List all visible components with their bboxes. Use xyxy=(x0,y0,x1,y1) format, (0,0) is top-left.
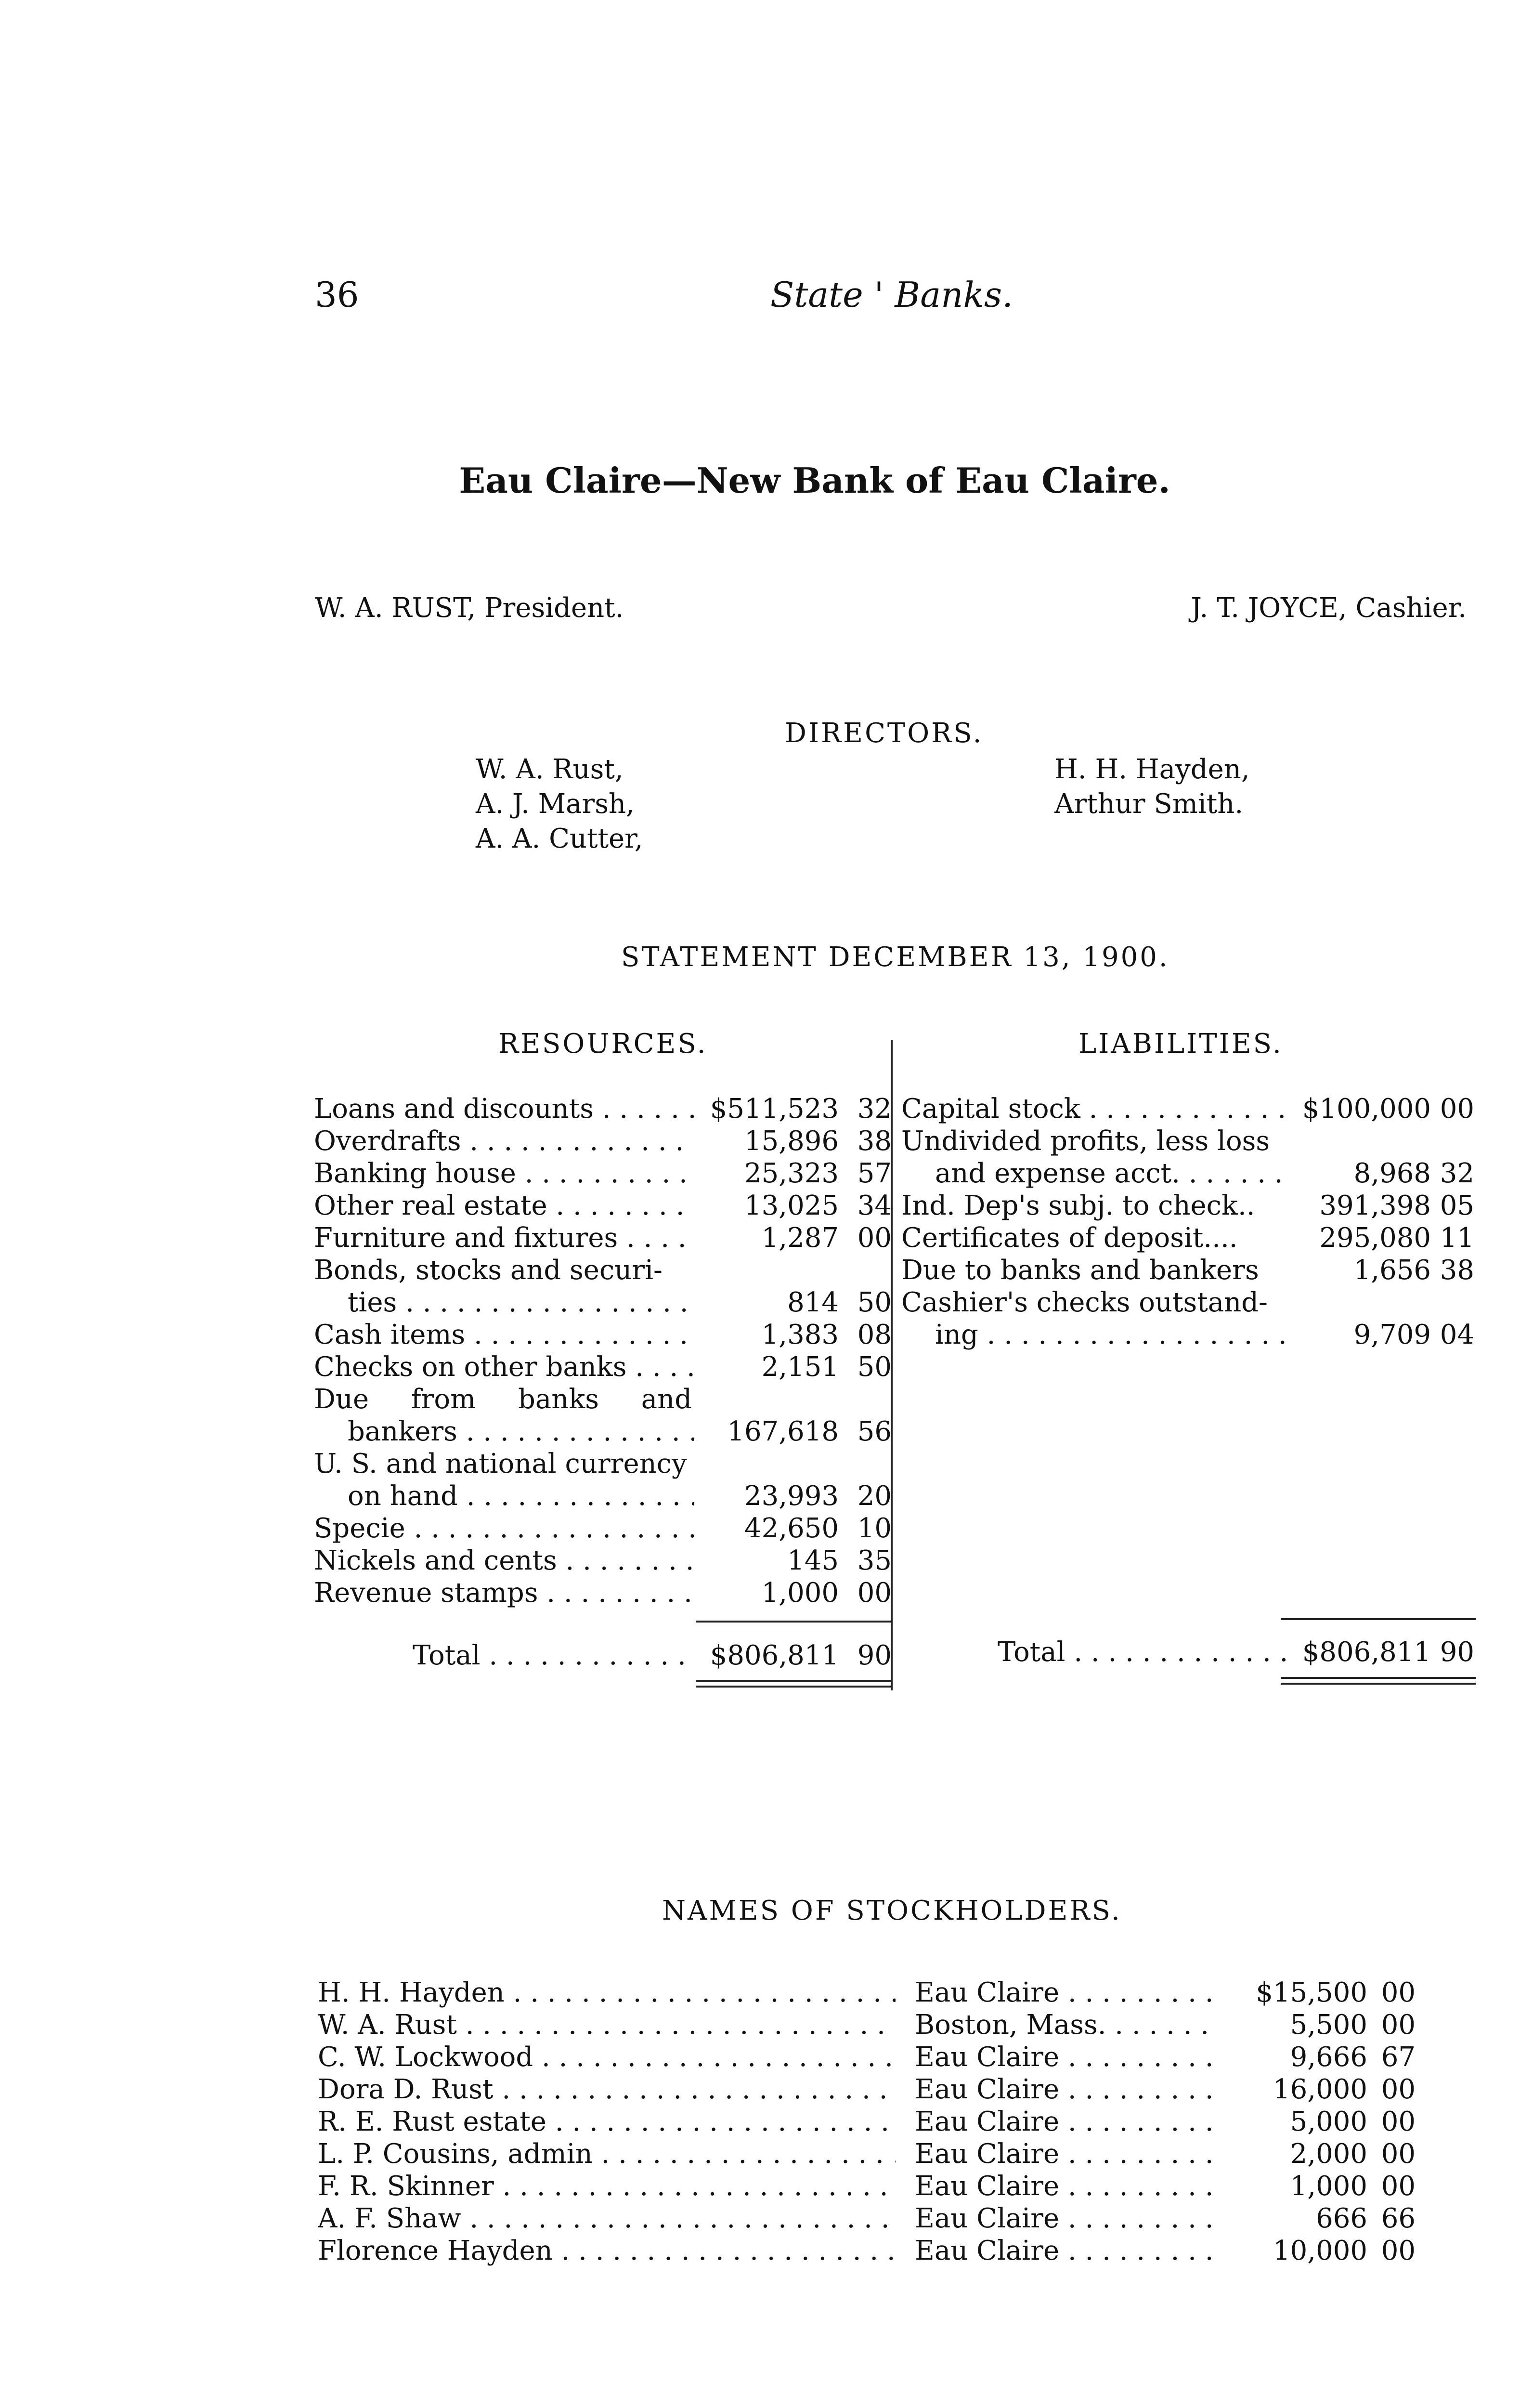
resource-dollars: 42,650 xyxy=(744,1513,839,1544)
resource-row xyxy=(314,1125,892,1157)
resource-dollars: 167,618 xyxy=(727,1416,839,1447)
liabilities-total-label: Total . . . xyxy=(998,1636,1286,1668)
resource-dollars: 1,383 xyxy=(761,1319,839,1350)
resource-row xyxy=(314,1384,892,1415)
liability-dollars: $100,000 xyxy=(1302,1093,1431,1125)
cashier: J. T. JOYCE, Cashier. xyxy=(1191,592,1467,624)
resource-label: Cash items . . . xyxy=(314,1319,694,1350)
resource-cents: 08 xyxy=(857,1319,892,1350)
stockholder-dollars: 5,500 xyxy=(1290,2009,1367,2041)
resource-dollars: 23,993 xyxy=(744,1480,839,1512)
resource-label: Bonds, stocks and securi- xyxy=(314,1255,663,1286)
liability-row xyxy=(901,1287,1479,1319)
stockholder-location: Eau Claire . . . xyxy=(915,2074,1218,2105)
resource-label: Overdrafts . . . xyxy=(314,1125,694,1157)
resource-row xyxy=(314,1545,892,1577)
stockholder-name: L. P. Cousins, admin . . . xyxy=(318,2138,896,2170)
liabilities-total-double-rule-1 xyxy=(1281,1677,1476,1679)
resource-row xyxy=(314,1190,892,1222)
resource-label: Loans and discounts . . . xyxy=(314,1093,694,1125)
liability-cents: 32 xyxy=(1440,1158,1474,1189)
resources-total-double-rule-1 xyxy=(696,1680,891,1682)
liabilities-total-dollars: $806,811 xyxy=(1302,1636,1431,1668)
resource-cents: 32 xyxy=(857,1093,892,1125)
stockholder-row xyxy=(318,2009,1483,2041)
resource-label: Revenue stamps . . . xyxy=(314,1577,694,1609)
liabilities-total-rule xyxy=(1281,1618,1476,1620)
resource-row xyxy=(314,1093,892,1125)
liabilities-heading: LIABILITIES. xyxy=(1078,1028,1283,1060)
liability-cents: 04 xyxy=(1440,1319,1474,1350)
resource-label: Furniture and fixtures . . . xyxy=(314,1222,694,1254)
stockholder-dollars: 9,666 xyxy=(1290,2042,1367,2073)
liabilities-total-cents: 90 xyxy=(1440,1636,1474,1668)
resource-dollars: $511,523 xyxy=(710,1093,839,1125)
stockholder-cents: 00 xyxy=(1381,2009,1416,2041)
liability-label: Ind. Dep's subj. to check.. xyxy=(901,1190,1255,1221)
stockholder-location: Eau Claire . . . xyxy=(915,1977,1218,2008)
liabilities-total-double-rule-2 xyxy=(1281,1683,1476,1685)
liability-row xyxy=(901,1255,1479,1286)
resource-cents: 00 xyxy=(857,1222,892,1254)
resource-row xyxy=(314,1255,892,1286)
resource-label: Banking house . . . xyxy=(314,1158,694,1189)
running-title: State ' Banks. xyxy=(770,275,1013,315)
liability-dollars: 1,656 xyxy=(1353,1255,1431,1286)
resources-total-label: Total . . . xyxy=(413,1640,694,1671)
liability-cents: 11 xyxy=(1440,1222,1474,1254)
stockholder-location: Eau Claire . . . xyxy=(915,2235,1218,2266)
liability-row xyxy=(901,1093,1479,1125)
resource-dollars: 13,025 xyxy=(744,1190,839,1221)
stockholder-name: Florence Hayden . . . xyxy=(318,2235,896,2266)
stockholder-row xyxy=(318,2138,1483,2170)
resource-cents: 38 xyxy=(857,1125,892,1157)
liability-row xyxy=(901,1319,1479,1351)
resource-row xyxy=(314,1319,892,1351)
president: W. A. RUST, President. xyxy=(315,592,624,624)
stockholder-name: F. R. Skinner . . . xyxy=(318,2171,896,2202)
resource-cents: 56 xyxy=(857,1416,892,1447)
stockholder-row xyxy=(318,2171,1483,2202)
resource-row xyxy=(314,1577,892,1609)
resource-label: U. S. and national currency xyxy=(314,1448,687,1479)
directors-heading: DIRECTORS. xyxy=(785,718,984,749)
stockholder-dollars: 1,000 xyxy=(1290,2171,1367,2202)
stockholder-cents: 00 xyxy=(1381,2171,1416,2202)
director-right-1: H. H. Hayden, xyxy=(1054,754,1250,785)
stockholder-name: W. A. Rust . . . xyxy=(318,2009,896,2041)
stockholder-cents: 00 xyxy=(1381,2106,1416,2137)
resource-label: Due from banks and xyxy=(314,1384,692,1415)
resources-total-cents: 90 xyxy=(857,1640,892,1671)
stockholder-location: Eau Claire . . . xyxy=(915,2106,1218,2137)
stockholder-cents: 00 xyxy=(1381,1977,1416,2008)
stockholder-dollars: 666 xyxy=(1316,2203,1367,2234)
stockholder-location: Eau Claire . . . xyxy=(915,2138,1218,2170)
stockholder-location: Eau Claire . . . xyxy=(915,2203,1218,2234)
resource-row xyxy=(314,1480,892,1512)
resource-row xyxy=(314,1222,892,1254)
liability-row xyxy=(901,1222,1479,1254)
stockholder-dollars: 5,000 xyxy=(1290,2106,1367,2137)
liability-label: Certificates of deposit.... xyxy=(901,1222,1238,1254)
resource-label: Other real estate . . . xyxy=(314,1190,694,1221)
stockholder-cents: 66 xyxy=(1381,2203,1416,2234)
resource-cents: 50 xyxy=(857,1351,892,1383)
stockholder-row xyxy=(318,1977,1483,2009)
resource-dollars: 145 xyxy=(787,1545,839,1576)
resources-total-row xyxy=(314,1640,892,1672)
resource-cents: 35 xyxy=(857,1545,892,1576)
stockholder-row xyxy=(318,2235,1483,2267)
resources-heading: RESOURCES. xyxy=(498,1028,708,1060)
liability-row xyxy=(901,1158,1479,1190)
director-right-2: Arthur Smith. xyxy=(1054,788,1244,820)
resources-total-rule xyxy=(696,1621,891,1623)
stockholders-heading: NAMES OF STOCKHOLDERS. xyxy=(662,1895,1122,1926)
stockholder-location: Eau Claire . . . xyxy=(915,2171,1218,2202)
stockholder-location: Eau Claire . . . xyxy=(915,2042,1218,2073)
resource-row xyxy=(314,1513,892,1544)
stockholder-name: R. E. Rust estate . . . xyxy=(318,2106,896,2137)
director-left-2: A. J. Marsh, xyxy=(476,788,635,820)
liability-row xyxy=(901,1125,1479,1157)
stockholder-row xyxy=(318,2074,1483,2106)
resource-row xyxy=(314,1351,892,1383)
liability-label: Capital stock . . . xyxy=(901,1093,1286,1125)
stockholder-cents: 00 xyxy=(1381,2138,1416,2170)
liability-dollars: 9,709 xyxy=(1353,1319,1431,1350)
stockholder-name: C. W. Lockwood . . . xyxy=(318,2042,896,2073)
resource-label: on hand . . . xyxy=(314,1480,694,1512)
director-left-1: W. A. Rust, xyxy=(476,754,624,785)
resource-dollars: 1,287 xyxy=(761,1222,839,1254)
resource-cents: 34 xyxy=(857,1190,892,1221)
liability-cents: 00 xyxy=(1440,1093,1474,1125)
resource-dollars: 2,151 xyxy=(761,1351,839,1383)
stockholder-dollars: 10,000 xyxy=(1273,2235,1367,2266)
statement-heading: STATEMENT DECEMBER 13, 1900. xyxy=(621,942,1169,973)
stockholder-row xyxy=(318,2042,1483,2073)
stockholder-location: Boston, Mass. . . . xyxy=(915,2009,1218,2041)
resource-dollars: 1,000 xyxy=(761,1577,839,1609)
director-left-3: A. A. Cutter, xyxy=(476,823,643,854)
liability-label: ing . . . xyxy=(901,1319,1286,1350)
resource-row xyxy=(314,1416,892,1448)
stockholder-cents: 67 xyxy=(1381,2042,1416,2073)
liability-label: Undivided profits, less loss xyxy=(901,1125,1270,1157)
resource-row xyxy=(314,1158,892,1190)
liability-dollars: 8,968 xyxy=(1353,1158,1431,1189)
liabilities-total-row xyxy=(901,1636,1479,1668)
resources-total-dollars: $806,811 xyxy=(710,1640,839,1671)
resource-dollars: 15,896 xyxy=(744,1125,839,1157)
resource-dollars: 814 xyxy=(787,1287,839,1318)
resource-cents: 10 xyxy=(857,1513,892,1544)
resource-label: Nickels and cents . . . xyxy=(314,1545,694,1576)
liability-label: and expense acct. . . . xyxy=(901,1158,1286,1189)
stockholder-name: H. H. Hayden . . . xyxy=(318,1977,896,2008)
stockholder-dollars: 2,000 xyxy=(1290,2138,1367,2170)
stockholder-dollars: 16,000 xyxy=(1273,2074,1367,2105)
resource-dollars: 25,323 xyxy=(744,1158,839,1189)
liability-label: Cashier's checks outstand- xyxy=(901,1287,1268,1318)
liability-dollars: 391,398 xyxy=(1319,1190,1431,1221)
resource-label: Specie . . . xyxy=(314,1513,694,1544)
liability-cents: 38 xyxy=(1440,1255,1474,1286)
resource-label: bankers . . . xyxy=(314,1416,694,1447)
resource-cents: 00 xyxy=(857,1577,892,1609)
resource-cents: 57 xyxy=(857,1158,892,1189)
liability-label: Due to banks and bankers xyxy=(901,1255,1259,1286)
resource-cents: 20 xyxy=(857,1480,892,1512)
liability-dollars: 295,080 xyxy=(1319,1222,1431,1254)
resource-label: ties . . . xyxy=(314,1287,694,1318)
resource-row xyxy=(314,1448,892,1480)
resource-label: Checks on other banks . . . xyxy=(314,1351,694,1383)
resource-row xyxy=(314,1287,892,1319)
stockholder-name: A. F. Shaw . . . xyxy=(318,2203,896,2234)
resource-cents: 50 xyxy=(857,1287,892,1318)
liability-cents: 05 xyxy=(1440,1190,1474,1221)
stockholder-dollars: $15,500 xyxy=(1256,1977,1367,2008)
stockholder-cents: 00 xyxy=(1381,2235,1416,2266)
stockholder-name: Dora D. Rust . . . xyxy=(318,2074,896,2105)
stockholder-row xyxy=(318,2203,1483,2235)
liability-row xyxy=(901,1190,1479,1222)
stockholder-cents: 00 xyxy=(1381,2074,1416,2105)
resources-total-double-rule-2 xyxy=(696,1686,891,1688)
stockholder-row xyxy=(318,2106,1483,2138)
bank-title: Eau Claire—New Bank of Eau Claire. xyxy=(459,460,1170,501)
page-number: 36 xyxy=(315,275,359,315)
